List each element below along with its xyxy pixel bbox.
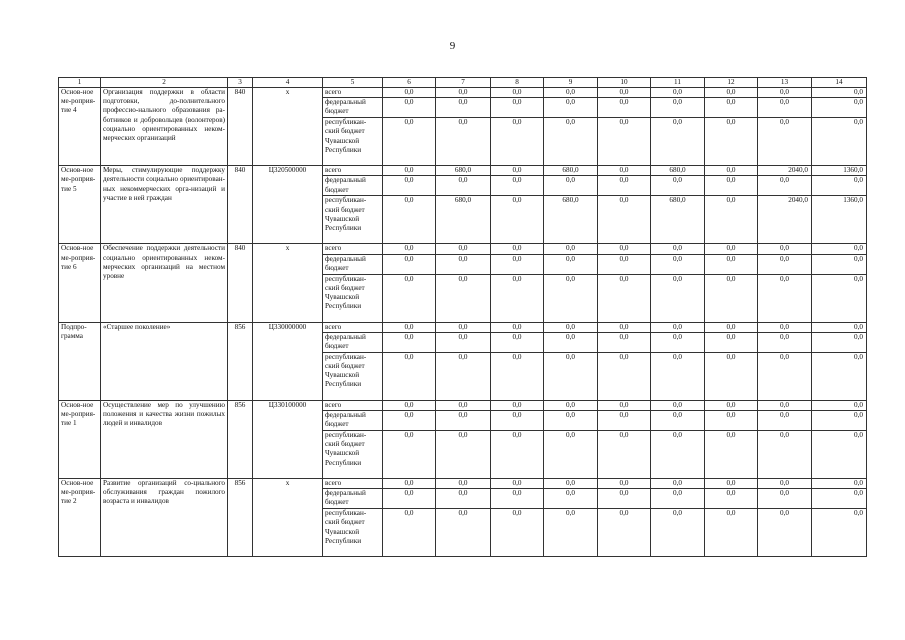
value-cell: 0,0 [758, 176, 812, 196]
value-cell: 0,0 [544, 118, 598, 166]
value-cell: 0,0 [436, 400, 491, 410]
value-cell: 0,0 [651, 98, 705, 118]
table-row [59, 244, 867, 254]
code-cell: 856 [228, 322, 253, 400]
value-cell: 0,0 [598, 431, 651, 479]
value-cell: 0,0 [598, 322, 651, 332]
value-cell: 0,0 [812, 244, 867, 254]
value-cell: 0,0 [758, 411, 812, 431]
row-label: Основ-ное ме-роприя-тие 6 [59, 244, 101, 322]
value-cell: 0,0 [812, 332, 867, 352]
value-cell: 0,0 [758, 254, 812, 274]
value-cell: 0,0 [812, 176, 867, 196]
value-cell: 0,0 [812, 479, 867, 489]
value-cell: 0,0 [491, 411, 544, 431]
value-cell: 0,0 [812, 322, 867, 332]
value-cell: 0,0 [544, 400, 598, 410]
value-cell: 0,0 [812, 118, 867, 166]
value-cell: 0,0 [436, 254, 491, 274]
value-cell: 0,0 [705, 479, 758, 489]
value-cell: 0,0 [436, 489, 491, 509]
value-cell: 0,0 [436, 88, 491, 98]
column-header: 1 [59, 78, 101, 88]
value-cell: 0,0 [812, 98, 867, 118]
value-cell: 0,0 [544, 98, 598, 118]
value-cell: 0,0 [491, 166, 544, 176]
value-cell: 0,0 [598, 489, 651, 509]
code-cell: 856 [228, 479, 253, 557]
value-cell: 0,0 [491, 88, 544, 98]
value-cell: 0,0 [758, 400, 812, 410]
value-cell: 0,0 [758, 274, 812, 322]
value-cell: 0,0 [383, 196, 436, 244]
funding-source: федеральный бюджет [323, 98, 383, 118]
code-cell: Ц330000000 [253, 322, 323, 400]
value-cell: 0,0 [598, 332, 651, 352]
measure-name: Развитие организаций со-циального обслуживания граждан пожилого возраста и инвалидов [101, 479, 228, 557]
value-cell: 0,0 [436, 118, 491, 166]
value-cell: 0,0 [383, 332, 436, 352]
column-header: 4 [253, 78, 323, 88]
value-cell: 0,0 [436, 479, 491, 489]
funding-source: федеральный бюджет [323, 332, 383, 352]
value-cell: 0,0 [598, 98, 651, 118]
value-cell: 0,0 [758, 479, 812, 489]
value-cell: 680,0 [651, 196, 705, 244]
value-cell: 0,0 [383, 254, 436, 274]
value-cell: 0,0 [598, 176, 651, 196]
value-cell: 0,0 [705, 431, 758, 479]
value-cell: 0,0 [651, 332, 705, 352]
value-cell: 0,0 [383, 322, 436, 332]
value-cell: 680,0 [651, 166, 705, 176]
value-cell: 0,0 [436, 352, 491, 400]
value-cell: 0,0 [436, 176, 491, 196]
measure-name: «Старшее поколение» [101, 322, 228, 400]
value-cell: 0,0 [705, 196, 758, 244]
column-header: 2 [101, 78, 228, 88]
value-cell: 0,0 [705, 322, 758, 332]
value-cell: 0,0 [598, 400, 651, 410]
value-cell: 680,0 [436, 166, 491, 176]
value-cell: 1360,0 [812, 166, 867, 176]
value-cell: 0,0 [383, 509, 436, 557]
column-header: 9 [544, 78, 598, 88]
funding-source: республикан-ский бюджет Чувашской Республики [323, 274, 383, 322]
column-header: 3 [228, 78, 253, 88]
value-cell: 1360,0 [812, 196, 867, 244]
value-cell: 0,0 [812, 400, 867, 410]
value-cell: 0,0 [651, 274, 705, 322]
value-cell: 0,0 [383, 400, 436, 410]
value-cell: 0,0 [651, 322, 705, 332]
value-cell: 0,0 [544, 244, 598, 254]
value-cell: 0,0 [383, 118, 436, 166]
value-cell: 0,0 [758, 509, 812, 557]
value-cell: 0,0 [758, 244, 812, 254]
value-cell: 0,0 [491, 509, 544, 557]
code-cell: Ц330100000 [253, 400, 323, 478]
value-cell: 0,0 [705, 400, 758, 410]
value-cell: 0,0 [705, 118, 758, 166]
column-header: 13 [758, 78, 812, 88]
value-cell: 0,0 [383, 98, 436, 118]
value-cell: 0,0 [491, 332, 544, 352]
value-cell: 0,0 [705, 411, 758, 431]
value-cell: 0,0 [705, 166, 758, 176]
header-row [59, 78, 867, 88]
table-row [59, 166, 867, 176]
value-cell: 0,0 [383, 352, 436, 400]
value-cell: 0,0 [544, 411, 598, 431]
row-label: Основ-ное ме-роприя-тие 2 [59, 479, 101, 557]
value-cell: 0,0 [705, 274, 758, 322]
page-number: 9 [449, 40, 456, 52]
value-cell: 0,0 [544, 509, 598, 557]
value-cell: 0,0 [705, 98, 758, 118]
value-cell: 0,0 [544, 254, 598, 274]
value-cell: 0,0 [705, 254, 758, 274]
value-cell: 0,0 [705, 332, 758, 352]
value-cell: 0,0 [383, 489, 436, 509]
value-cell: 0,0 [598, 352, 651, 400]
funding-source: всего [323, 166, 383, 176]
value-cell: 0,0 [812, 254, 867, 274]
table-row [59, 400, 867, 410]
value-cell: 0,0 [651, 431, 705, 479]
value-cell: 0,0 [651, 489, 705, 509]
value-cell: 0,0 [651, 118, 705, 166]
value-cell: 0,0 [598, 274, 651, 322]
column-header: 5 [323, 78, 383, 88]
value-cell: 0,0 [651, 244, 705, 254]
value-cell: 0,0 [491, 118, 544, 166]
funding-source: всего [323, 244, 383, 254]
code-cell: x [253, 479, 323, 557]
value-cell: 0,0 [436, 274, 491, 322]
value-cell: 0,0 [544, 88, 598, 98]
value-cell: 0,0 [598, 411, 651, 431]
column-header: 6 [383, 78, 436, 88]
column-header: 7 [436, 78, 491, 88]
value-cell: 0,0 [491, 352, 544, 400]
value-cell: 0,0 [383, 88, 436, 98]
value-cell: 0,0 [383, 431, 436, 479]
value-cell: 0,0 [758, 431, 812, 479]
value-cell: 0,0 [491, 196, 544, 244]
value-cell: 0,0 [491, 98, 544, 118]
funding-source: федеральный бюджет [323, 254, 383, 274]
value-cell: 0,0 [491, 322, 544, 332]
code-cell: 840 [228, 166, 253, 244]
value-cell: 0,0 [436, 322, 491, 332]
value-cell: 0,0 [544, 431, 598, 479]
funding-source: всего [323, 400, 383, 410]
column-header: 8 [491, 78, 544, 88]
value-cell: 0,0 [383, 166, 436, 176]
value-cell: 0,0 [758, 322, 812, 332]
value-cell: 0,0 [812, 274, 867, 322]
value-cell: 0,0 [544, 274, 598, 322]
value-cell: 0,0 [436, 509, 491, 557]
funding-source: всего [323, 322, 383, 332]
value-cell: 0,0 [651, 400, 705, 410]
value-cell: 0,0 [436, 411, 491, 431]
table-row [59, 479, 867, 489]
code-cell: Ц320500000 [253, 166, 323, 244]
value-cell: 0,0 [812, 489, 867, 509]
value-cell: 0,0 [544, 352, 598, 400]
value-cell: 0,0 [758, 352, 812, 400]
value-cell: 0,0 [598, 118, 651, 166]
value-cell: 0,0 [705, 176, 758, 196]
code-cell: 856 [228, 400, 253, 478]
value-cell: 0,0 [383, 479, 436, 489]
value-cell: 0,0 [598, 244, 651, 254]
value-cell: 0,0 [491, 431, 544, 479]
value-cell: 0,0 [758, 489, 812, 509]
funding-source: всего [323, 88, 383, 98]
column-header: 10 [598, 78, 651, 88]
value-cell: 0,0 [598, 254, 651, 274]
funding-source: республикан-ский бюджет Чувашской Республики [323, 509, 383, 557]
value-cell: 0,0 [812, 352, 867, 400]
budget-table [58, 77, 867, 557]
value-cell: 0,0 [705, 244, 758, 254]
value-cell: 0,0 [544, 332, 598, 352]
value-cell: 0,0 [383, 274, 436, 322]
value-cell: 0,0 [544, 176, 598, 196]
funding-source: всего [323, 479, 383, 489]
value-cell: 0,0 [651, 254, 705, 274]
value-cell: 0,0 [544, 489, 598, 509]
value-cell: 0,0 [705, 489, 758, 509]
value-cell: 0,0 [436, 98, 491, 118]
value-cell: 0,0 [598, 509, 651, 557]
value-cell: 0,0 [598, 479, 651, 489]
value-cell: 0,0 [705, 352, 758, 400]
table-row [59, 322, 867, 332]
value-cell: 0,0 [651, 88, 705, 98]
table-row [59, 88, 867, 98]
code-cell: 840 [228, 244, 253, 322]
value-cell: 0,0 [758, 98, 812, 118]
measure-name: Организация поддержки в области подготовки, до-полнительного профессио-нального образования ра-ботников и добровольцев (волонтеров) социально ориентированных неком-мерческих организаций [101, 88, 228, 166]
row-label: Основ-ное ме-роприя-тие 1 [59, 400, 101, 478]
value-cell: 0,0 [651, 352, 705, 400]
value-cell: 0,0 [436, 244, 491, 254]
funding-source: республикан-ский бюджет Чувашской Республики [323, 352, 383, 400]
value-cell: 0,0 [758, 88, 812, 98]
code-cell: x [253, 88, 323, 166]
value-cell: 0,0 [544, 479, 598, 489]
value-cell: 680,0 [544, 166, 598, 176]
value-cell: 0,0 [491, 176, 544, 196]
code-cell: 840 [228, 88, 253, 166]
value-cell: 0,0 [436, 332, 491, 352]
value-cell: 0,0 [598, 166, 651, 176]
column-header: 14 [812, 78, 867, 88]
measure-name: Осуществление мер по улучшению положения и качества жизни пожилых людей и инвалидов [101, 400, 228, 478]
value-cell: 0,0 [491, 400, 544, 410]
row-label: Основ-ное ме-роприя-тие 5 [59, 166, 101, 244]
value-cell: 0,0 [544, 322, 598, 332]
value-cell: 0,0 [758, 118, 812, 166]
value-cell: 0,0 [491, 244, 544, 254]
row-label: Подпро-грамма [59, 322, 101, 400]
value-cell: 0,0 [651, 509, 705, 557]
value-cell: 0,0 [651, 479, 705, 489]
value-cell: 0,0 [383, 411, 436, 431]
value-cell: 0,0 [758, 332, 812, 352]
value-cell: 0,0 [812, 431, 867, 479]
value-cell: 680,0 [436, 196, 491, 244]
value-cell: 0,0 [491, 274, 544, 322]
funding-source: республикан-ский бюджет Чувашской Республики [323, 431, 383, 479]
value-cell: 0,0 [383, 244, 436, 254]
funding-source: республикан-ский бюджет Чувашской Республики [323, 196, 383, 244]
value-cell: 0,0 [598, 88, 651, 98]
funding-source: федеральный бюджет [323, 489, 383, 509]
value-cell: 0,0 [812, 411, 867, 431]
table-body [59, 78, 867, 557]
funding-source: федеральный бюджет [323, 411, 383, 431]
value-cell: 2040,0 [758, 166, 812, 176]
row-label: Основ-ное ме-роприя-тие 4 [59, 88, 101, 166]
funding-source: республикан-ский бюджет Чувашской Республики [323, 118, 383, 166]
value-cell: 0,0 [491, 254, 544, 274]
value-cell: 2040,0 [758, 196, 812, 244]
value-cell: 0,0 [491, 489, 544, 509]
code-cell: x [253, 244, 323, 322]
value-cell: 0,0 [812, 88, 867, 98]
value-cell: 0,0 [491, 479, 544, 489]
column-header: 11 [651, 78, 705, 88]
value-cell: 0,0 [651, 411, 705, 431]
value-cell: 0,0 [436, 431, 491, 479]
column-header: 12 [705, 78, 758, 88]
measure-name: Меры, стимулирующие поддержку деятельности социально ориентирован-ных некоммерческих орга-низаций и участие в ней граждан [101, 166, 228, 244]
value-cell: 0,0 [598, 196, 651, 244]
value-cell: 0,0 [705, 88, 758, 98]
value-cell: 0,0 [705, 509, 758, 557]
value-cell: 680,0 [544, 196, 598, 244]
value-cell: 0,0 [812, 509, 867, 557]
value-cell: 0,0 [383, 176, 436, 196]
value-cell: 0,0 [651, 176, 705, 196]
measure-name: Обеспечение поддержки деятельности социально ориентированных неком-мерческих организаций на местном уровне [101, 244, 228, 322]
funding-source: федеральный бюджет [323, 176, 383, 196]
